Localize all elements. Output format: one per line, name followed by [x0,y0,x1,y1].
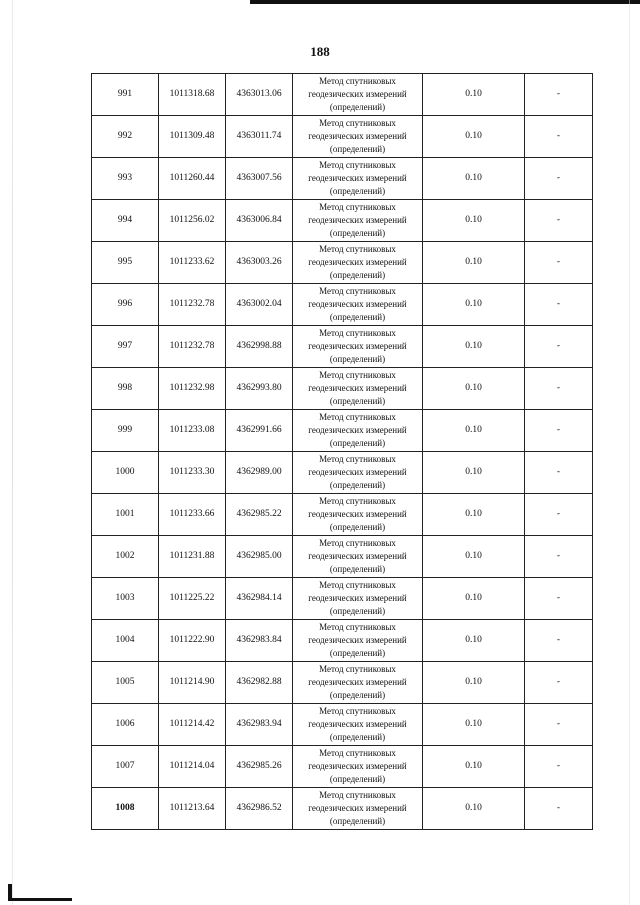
table-row [92,74,593,116]
method-cell [293,494,423,536]
method-line: геодезических измерений [308,257,407,267]
note-cell: - [525,74,593,116]
scan-top-edge [250,0,640,4]
point-number-cell: 1007 [92,746,159,788]
method-line: Метод спутниковых [319,748,396,758]
x-coordinate-cell: 1011214.42 [159,704,226,746]
method-line: Метод спутниковых [319,454,396,464]
method-line: Метод спутниковых [319,622,396,632]
x-coordinate-cell: 1011233.62 [159,242,226,284]
method-line: геодезических измерений [308,719,407,729]
point-number-cell: 991 [92,74,159,116]
method-line: (определений) [329,648,386,658]
y-coordinate-cell: 4362983.94 [226,704,293,746]
x-coordinate-cell: 1011231.88 [159,536,226,578]
point-number-cell: 1001 [92,494,159,536]
method-line: геодезических измерений [308,803,407,813]
precision-cell: 0.10 [423,368,525,410]
method-line: Метод спутниковых [319,118,396,128]
table-row [92,578,593,620]
precision-cell: 0.10 [423,242,525,284]
table-row [92,662,593,704]
page-number: 188 [310,44,330,59]
point-number-cell: 1006 [92,704,159,746]
method-line: Метод спутниковых [319,76,396,86]
method-cell [293,788,423,830]
y-coordinate-cell: 4362989.00 [226,452,293,494]
point-number-cell: 996 [92,284,159,326]
table-row [92,326,593,368]
x-coordinate-cell: 1011260.44 [159,158,226,200]
precision-cell: 0.10 [423,662,525,704]
y-coordinate-cell: 4363003.26 [226,242,293,284]
method-line: геодезических измерений [308,131,407,141]
method-cell [293,116,423,158]
method-cell [293,578,423,620]
method-line: (определений) [329,816,386,826]
x-coordinate-cell: 1011318.68 [159,74,226,116]
note-cell: - [525,788,593,830]
note-cell: - [525,200,593,242]
method-line: геодезических измерений [308,89,407,99]
method-line: геодезических измерений [308,215,407,225]
table-row [92,704,593,746]
y-coordinate-cell: 4362991.66 [226,410,293,452]
method-line: (определений) [329,102,386,112]
method-cell [293,284,423,326]
table-row [92,452,593,494]
y-coordinate-cell: 4362986.52 [226,788,293,830]
method-line: геодезических измерений [308,299,407,309]
precision-cell: 0.10 [423,788,525,830]
method-cell [293,74,423,116]
y-coordinate-cell: 4363011.74 [226,116,293,158]
y-coordinate-cell: 4362982.88 [226,662,293,704]
x-coordinate-cell: 1011232.78 [159,284,226,326]
y-coordinate-cell: 4362985.22 [226,494,293,536]
scan-right-edge [629,0,630,905]
x-coordinate-cell: 1011225.22 [159,578,226,620]
y-coordinate-cell: 4362985.26 [226,746,293,788]
precision-cell: 0.10 [423,452,525,494]
point-number-cell: 1004 [92,620,159,662]
method-line: Метод спутниковых [319,286,396,296]
table-row [92,746,593,788]
note-cell: - [525,452,593,494]
point-number-cell: 1008 [92,788,159,830]
method-line: Метод спутниковых [319,202,396,212]
note-cell: - [525,158,593,200]
y-coordinate-cell: 4363006.84 [226,200,293,242]
method-line: геодезических измерений [308,425,407,435]
method-line: геодезических измерений [308,761,407,771]
method-cell [293,620,423,662]
precision-cell: 0.10 [423,158,525,200]
point-number-cell: 998 [92,368,159,410]
method-line: (определений) [329,774,386,784]
method-line: геодезических измерений [308,593,407,603]
scan-corner-mark [8,884,72,901]
precision-cell: 0.10 [423,578,525,620]
method-line: (определений) [329,438,386,448]
method-cell [293,410,423,452]
y-coordinate-cell: 4362983.84 [226,620,293,662]
note-cell: - [525,368,593,410]
note-cell: - [525,116,593,158]
method-line: (определений) [329,606,386,616]
precision-cell: 0.10 [423,494,525,536]
method-line: (определений) [329,396,386,406]
note-cell: - [525,536,593,578]
precision-cell: 0.10 [423,326,525,368]
method-cell [293,158,423,200]
table-row [92,116,593,158]
method-line: (определений) [329,522,386,532]
coordinates-table [91,73,593,830]
note-cell: - [525,662,593,704]
x-coordinate-cell: 1011214.90 [159,662,226,704]
table-row [92,536,593,578]
precision-cell: 0.10 [423,536,525,578]
method-line: геодезических измерений [308,551,407,561]
method-line: геодезических измерений [308,509,407,519]
y-coordinate-cell: 4363007.56 [226,158,293,200]
method-cell [293,326,423,368]
method-line: (определений) [329,732,386,742]
precision-cell: 0.10 [423,746,525,788]
note-cell: - [525,326,593,368]
point-number-cell: 1003 [92,578,159,620]
point-number-cell: 1000 [92,452,159,494]
point-number-cell: 997 [92,326,159,368]
y-coordinate-cell: 4362998.88 [226,326,293,368]
note-cell: - [525,620,593,662]
note-cell: - [525,746,593,788]
method-line: Метод спутниковых [319,790,396,800]
note-cell: - [525,284,593,326]
method-line: Метод спутниковых [319,328,396,338]
method-line: (определений) [329,354,386,364]
note-cell: - [525,704,593,746]
method-line: (определений) [329,186,386,196]
method-cell [293,746,423,788]
note-cell: - [525,578,593,620]
method-line: Метод спутниковых [319,538,396,548]
point-number-cell: 995 [92,242,159,284]
method-line: Метод спутниковых [319,412,396,422]
note-cell: - [525,410,593,452]
x-coordinate-cell: 1011309.48 [159,116,226,158]
precision-cell: 0.10 [423,74,525,116]
precision-cell: 0.10 [423,620,525,662]
method-line: Метод спутниковых [319,160,396,170]
point-number-cell: 1005 [92,662,159,704]
method-line: геодезических измерений [308,677,407,687]
method-line: Метод спутниковых [319,370,396,380]
note-cell: - [525,494,593,536]
table-row [92,788,593,830]
point-number-cell: 992 [92,116,159,158]
table-row [92,620,593,662]
precision-cell: 0.10 [423,116,525,158]
method-line: геодезических измерений [308,383,407,393]
table-row [92,410,593,452]
x-coordinate-cell: 1011213.64 [159,788,226,830]
table-row [92,494,593,536]
x-coordinate-cell: 1011214.04 [159,746,226,788]
precision-cell: 0.10 [423,410,525,452]
note-cell: - [525,242,593,284]
precision-cell: 0.10 [423,284,525,326]
x-coordinate-cell: 1011232.78 [159,326,226,368]
table-row [92,242,593,284]
point-number-cell: 993 [92,158,159,200]
coordinates-table-body [92,74,593,830]
x-coordinate-cell: 1011233.30 [159,452,226,494]
x-coordinate-cell: 1011256.02 [159,200,226,242]
table-row [92,200,593,242]
y-coordinate-cell: 4362985.00 [226,536,293,578]
point-number-cell: 994 [92,200,159,242]
table-row [92,368,593,410]
method-line: (определений) [329,564,386,574]
y-coordinate-cell: 4363002.04 [226,284,293,326]
method-line: геодезических измерений [308,341,407,351]
precision-cell: 0.10 [423,200,525,242]
method-cell [293,242,423,284]
method-line: Метод спутниковых [319,706,396,716]
method-line: геодезических измерений [308,635,407,645]
method-line: геодезических измерений [308,467,407,477]
method-line: (определений) [329,270,386,280]
table-row [92,158,593,200]
y-coordinate-cell: 4362984.14 [226,578,293,620]
method-line: Метод спутниковых [319,244,396,254]
method-cell [293,662,423,704]
scan-left-edge [12,0,13,905]
x-coordinate-cell: 1011233.08 [159,410,226,452]
x-coordinate-cell: 1011222.90 [159,620,226,662]
y-coordinate-cell: 4362993.80 [226,368,293,410]
method-cell [293,452,423,494]
method-line: (определений) [329,480,386,490]
method-line: Метод спутниковых [319,664,396,674]
method-line: Метод спутниковых [319,580,396,590]
method-line: (определений) [329,312,386,322]
precision-cell: 0.10 [423,704,525,746]
method-line: (определений) [329,228,386,238]
method-cell [293,536,423,578]
x-coordinate-cell: 1011233.66 [159,494,226,536]
method-cell [293,200,423,242]
method-line: геодезических измерений [308,173,407,183]
point-number-cell: 1002 [92,536,159,578]
x-coordinate-cell: 1011232.98 [159,368,226,410]
method-cell [293,368,423,410]
table-row [92,284,593,326]
method-line: (определений) [329,144,386,154]
point-number-cell: 999 [92,410,159,452]
method-line: (определений) [329,690,386,700]
method-cell [293,704,423,746]
method-line: Метод спутниковых [319,496,396,506]
y-coordinate-cell: 4363013.06 [226,74,293,116]
